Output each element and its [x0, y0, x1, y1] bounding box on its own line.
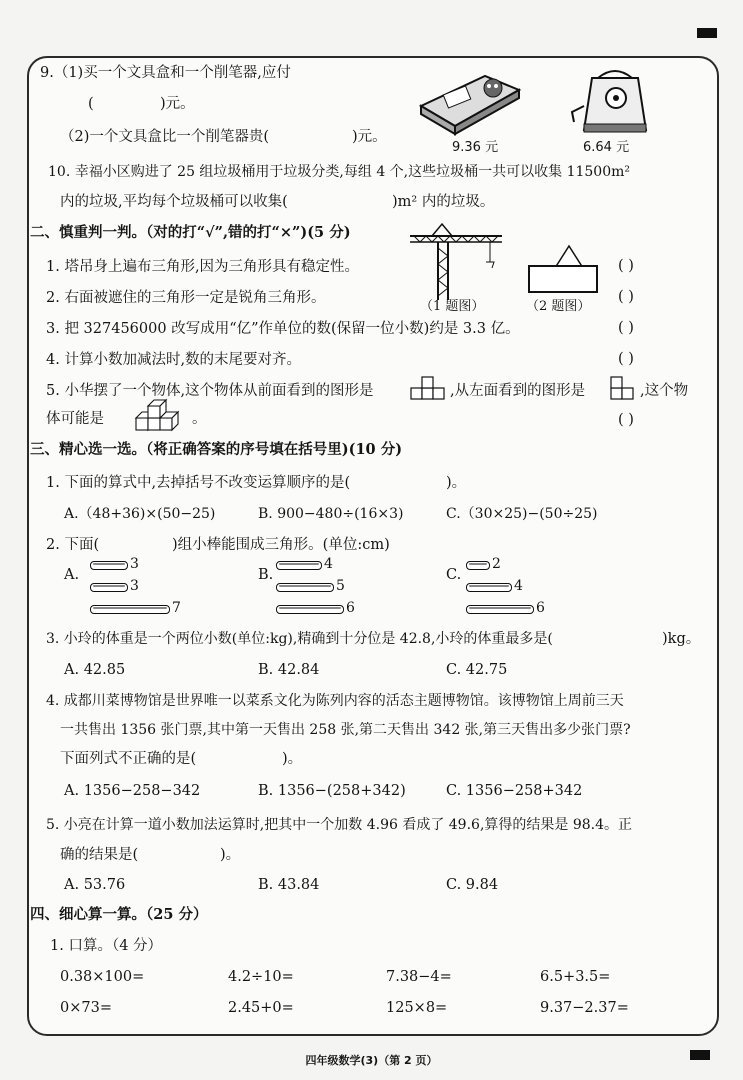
left-view-figure	[610, 376, 636, 400]
stick-b2	[276, 583, 334, 592]
choice-q1-option-b: B. 900−480÷(16×3)	[258, 506, 404, 522]
judge-item-5-line2-end: 。	[192, 411, 207, 427]
stick-c2	[466, 583, 512, 592]
choice-q2-option-c-label: C.	[446, 567, 462, 583]
judge-item-5-mid: ,从左面看到的图形是	[450, 383, 586, 399]
choice-q3-option-b: B. 42.84	[258, 662, 320, 678]
stick-a2	[90, 583, 128, 592]
stick-a3-length: 7	[172, 600, 181, 616]
page-footer: 四年级数学(3)（第 2 页）	[305, 1054, 438, 1067]
choice-q2-option-b-label: B.	[258, 567, 274, 583]
q9-answer-blank-2[interactable]	[290, 128, 350, 146]
choice-q4-blank[interactable]	[216, 750, 276, 768]
cube-arrangement-figure	[134, 398, 188, 434]
calc-r1-c2: 4.2÷10=	[228, 969, 294, 985]
judge-answer-2[interactable]: ( )	[618, 289, 634, 305]
q9-paren-open: (	[88, 96, 94, 112]
pencil-box-image	[415, 68, 525, 138]
stick-a2-length: 3	[130, 578, 139, 594]
choice-q5-option-b: B. 43.84	[258, 877, 320, 893]
section-3-title: 三、精心选一选。（将正确答案的序号填在括号里)(10 分)	[30, 441, 403, 458]
choice-q3-end: )kg。	[662, 631, 701, 647]
q9-line3: （2)一个文具盒比一个削笔器贵(	[60, 129, 270, 145]
stick-c1	[466, 561, 490, 570]
figure-2-caption: （2 题图）	[526, 299, 591, 314]
choice-q4-option-a: A. 1356−258−342	[64, 783, 201, 799]
q9-paren-close: )元。	[160, 96, 195, 112]
stick-c3	[466, 605, 534, 614]
stick-a1-length: 3	[130, 556, 139, 572]
choice-q3-blank[interactable]	[598, 630, 658, 648]
judge-item-3: 3. 把 327456000 改写成用“亿”作单位的数(保留一位小数)约是 3.3 亿。	[46, 321, 520, 337]
stick-a1	[90, 561, 128, 570]
calc-r1-c4: 6.5+3.5=	[540, 969, 611, 985]
choice-q5-blank[interactable]	[150, 846, 210, 864]
stick-b2-length: 5	[336, 578, 345, 594]
choice-q1-option-a: A.（48+36)×(50−25)	[64, 506, 216, 522]
choice-q2-blank[interactable]	[112, 536, 166, 554]
choice-q1: 1. 下面的算式中,去掉括号不改变运算顺序的是(	[46, 475, 351, 491]
section-4-title: 四、细心算一算。（25 分）	[30, 906, 208, 923]
choice-q5-option-a: A. 53.76	[64, 877, 126, 893]
judge-item-5-line2: 体可能是	[46, 411, 104, 427]
section-2-title: 二、慎重判一判。（对的打“√”,错的打“×”)(5 分)	[30, 224, 351, 241]
calc-r1-c3: 7.38−4=	[386, 969, 452, 985]
stick-b1-length: 4	[324, 556, 333, 572]
choice-q1-option-c: C.（30×25)−(50÷25)	[446, 506, 598, 522]
tower-crane-image	[408, 222, 504, 302]
judge-item-5: 5. 小华摆了一个物体,这个物体从前面看到的图形是	[46, 383, 374, 399]
pencil-sharpener-image	[568, 66, 660, 138]
stick-c2-length: 4	[514, 578, 523, 594]
choice-q4-option-c: C. 1356−258+342	[446, 783, 583, 799]
choice-q3: 3. 小玲的体重是一个两位小数(单位:kg),精确到十分位是 42.8,小玲的体重最多是(	[46, 631, 553, 647]
calc-r2-c4: 9.37−2.37=	[540, 1000, 629, 1016]
choice-q5-option-c: C. 9.84	[446, 877, 499, 893]
stick-c1-length: 2	[492, 556, 501, 572]
q9-answer-blank[interactable]	[100, 95, 158, 113]
choice-q1-end: )。	[446, 475, 467, 491]
choice-q2-option-a-label: A.	[64, 567, 80, 583]
calc-r2-c3: 125×8=	[386, 1000, 448, 1016]
price-pencil-box: 9.36 元	[452, 140, 499, 155]
stick-b1	[276, 561, 322, 570]
figure-1-caption: （1 题图）	[420, 299, 485, 314]
choice-q5-line2: 确的结果是(	[60, 847, 139, 863]
choice-q2-end: )组小棒能围成三角形。(单位:cm)	[172, 537, 390, 553]
choice-q4-line3: 下面列式不正确的是(	[60, 751, 197, 767]
choice-q4-line1: 4. 成都川菜博物馆是世界唯一以菜系文化为陈列内容的活态主题博物馆。该博物馆上周前三天	[46, 693, 624, 709]
covered-triangle-image	[525, 244, 601, 294]
judge-answer-4[interactable]: ( )	[618, 351, 634, 367]
q10-line2: 内的垃圾,平均每个垃圾桶可以收集(	[60, 194, 288, 210]
stick-b3-length: 6	[346, 600, 355, 616]
judge-item-1: 1. 塔吊身上遍布三角形,因为三角形具有稳定性。	[46, 259, 360, 275]
q9-line3-end: )元。	[352, 129, 387, 145]
choice-q4-option-b: B. 1356−(258+342)	[258, 783, 406, 799]
choice-q4-line2: 一共售出 1356 张门票,其中第一天售出 258 张,第二天售出 342 张,第三天售出多少张门票?	[60, 722, 631, 738]
q10-line1: 10. 幸福小区购进了 25 组垃圾桶用于垃圾分类,每组 4 个,这些垃圾桶一共可以收集 11500m²	[48, 164, 631, 180]
front-view-figure	[410, 376, 446, 400]
choice-q3-option-c: C. 42.75	[446, 662, 508, 678]
calc-subtitle-1: 1. 口算。（4 分）	[50, 938, 163, 954]
price-sharpener: 6.64 元	[583, 140, 630, 155]
calc-r2-c2: 2.45+0=	[228, 1000, 294, 1016]
stick-b3	[276, 605, 344, 614]
choice-q5-line1: 5. 小亮在计算一道小数加法运算时,把其中一个加数 4.96 看成了 49.6,算得的结果是 98.4。正	[46, 817, 633, 833]
q10-line2-end: )m² 内的垃圾。	[392, 194, 495, 210]
q10-answer-blank[interactable]	[330, 193, 390, 211]
corner-mark-top	[697, 28, 717, 38]
choice-q5-line2-end: )。	[220, 847, 241, 863]
judge-item-5-end: ,这个物	[640, 383, 689, 399]
calc-r1-c1: 0.38×100=	[60, 969, 145, 985]
stick-a3	[90, 605, 170, 614]
choice-q4-line3-end: )。	[282, 751, 303, 767]
stick-c3-length: 6	[536, 600, 545, 616]
q9-line1: 9.（1)买一个文具盒和一个削笔器,应付	[40, 65, 291, 81]
calc-r2-c1: 0×73=	[60, 1000, 112, 1016]
choice-q2: 2. 下面(	[46, 537, 100, 553]
judge-item-2: 2. 右面被遮住的三角形一定是锐角三角形。	[46, 290, 326, 306]
choice-q3-option-a: A. 42.85	[64, 662, 126, 678]
judge-answer-5[interactable]: ( )	[618, 412, 634, 428]
judge-item-4: 4. 计算小数加减法时,数的末尾要对齐。	[46, 352, 302, 368]
choice-q1-blank[interactable]	[382, 474, 442, 492]
judge-answer-3[interactable]: ( )	[618, 320, 634, 336]
judge-answer-1[interactable]: ( )	[618, 258, 634, 274]
